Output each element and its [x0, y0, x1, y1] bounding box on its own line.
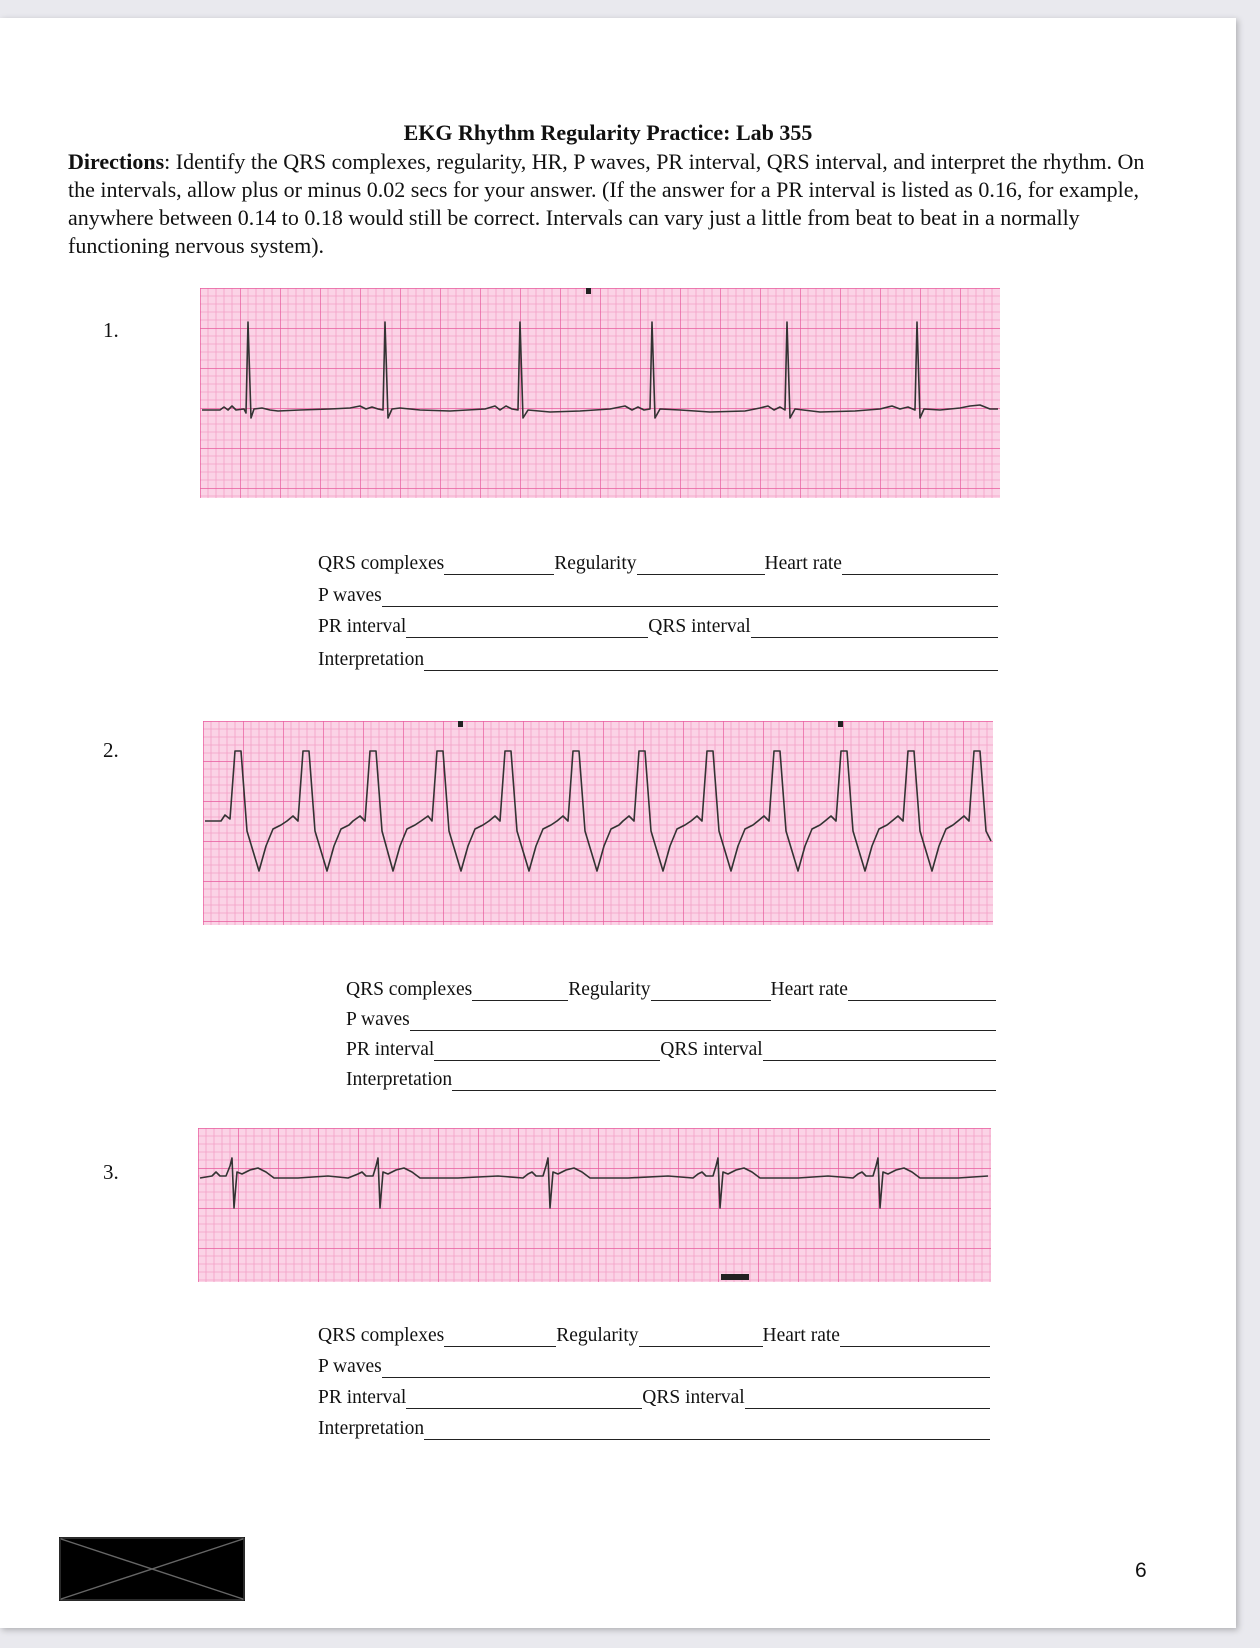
interpretation-label-2: Interpretation [346, 1069, 453, 1090]
qrs-interval-blank-1[interactable] [751, 619, 998, 638]
qrs-label-2: QRS complexes [346, 979, 473, 1000]
pr-interval-label-2: PR interval [346, 1039, 435, 1060]
pr-interval-blank-2[interactable] [434, 1042, 660, 1061]
interpretation-blank-2[interactable] [452, 1072, 996, 1091]
answer-form-3 [318, 1325, 990, 1439]
pr-interval-label-1: PR interval [318, 616, 407, 637]
qrs-blank-3[interactable] [444, 1328, 556, 1347]
question-2-number: 2. [103, 738, 119, 762]
pr-interval-blank-3[interactable] [406, 1390, 642, 1409]
page-number: 6 [1135, 1559, 1147, 1582]
interpretation-blank-1[interactable] [424, 652, 998, 671]
directions [68, 148, 1148, 260]
ekg-strip-3 [198, 1128, 991, 1282]
redaction-svg [59, 1537, 245, 1601]
qrs-blank-2[interactable] [472, 982, 568, 1001]
pr-interval-label-3: PR interval [318, 1387, 407, 1408]
regularity-label-2: Regularity [568, 979, 651, 1000]
worksheet-page [0, 18, 1236, 1628]
regularity-blank-1[interactable] [637, 556, 765, 575]
heart-rate-label-3: Heart rate [762, 1325, 840, 1346]
qrs-interval-label-1: QRS interval [648, 616, 751, 637]
answer-form-1 [318, 553, 998, 673]
qrs-interval-label-3: QRS interval [642, 1387, 745, 1408]
interpretation-label-3: Interpretation [318, 1418, 425, 1439]
heart-rate-label-1: Heart rate [764, 553, 842, 574]
ekg-strip-2 [203, 721, 993, 925]
heart-rate-label-2: Heart rate [770, 979, 848, 1000]
question-3-number: 3. [103, 1160, 119, 1184]
ekg-strip-3-svg [198, 1128, 991, 1282]
p-waves-label-1: P waves [318, 585, 382, 606]
interpretation-label-1: Interpretation [318, 649, 425, 670]
ekg-strip-1-svg [200, 288, 1000, 498]
heart-rate-blank-2[interactable] [848, 982, 996, 1001]
regularity-label-1: Regularity [554, 553, 637, 574]
p-waves-blank-1[interactable] [382, 588, 998, 607]
qrs-label-3: QRS complexes [318, 1325, 445, 1346]
qrs-interval-blank-3[interactable] [745, 1390, 990, 1409]
heart-rate-blank-1[interactable] [842, 556, 998, 575]
regularity-blank-2[interactable] [651, 982, 771, 1001]
p-waves-blank-3[interactable] [382, 1359, 990, 1378]
p-waves-blank-2[interactable] [410, 1012, 996, 1031]
interpretation-blank-3[interactable] [424, 1421, 990, 1440]
qrs-interval-label-2: QRS interval [660, 1039, 763, 1060]
qrs-interval-blank-2[interactable] [763, 1042, 996, 1061]
regularity-label-3: Regularity [556, 1325, 639, 1346]
pr-interval-blank-1[interactable] [406, 619, 648, 638]
ekg-strip-2-svg [203, 721, 993, 925]
ekg-strip-1 [200, 288, 1000, 498]
qrs-blank-1[interactable] [444, 556, 554, 575]
redacted-image [59, 1537, 245, 1601]
answer-form-2 [346, 979, 996, 1089]
p-waves-label-3: P waves [318, 1356, 382, 1377]
page-title: EKG Rhythm Regularity Practice: Lab 355 [403, 120, 813, 145]
p-waves-label-2: P waves [346, 1009, 410, 1030]
regularity-blank-3[interactable] [639, 1328, 763, 1347]
directions-text: : Identify the QRS complexes, regularity, HR, P waves, PR interval, QRS interval, and interpret the rhythm. On the intervals, allow plus or minus 0.02 secs for your answer. (If the answer for a PR interval is listed as 0.16, for example, anywhere between 0.14 to 0.18 would still be correct. Intervals can vary just a little from beat to beat in a normally functioning nervous system). [68, 149, 1145, 258]
qrs-label-1: QRS complexes [318, 553, 445, 574]
directions-lead: Directions [68, 149, 165, 174]
question-1-number: 1. [103, 318, 119, 342]
heart-rate-blank-3[interactable] [840, 1328, 990, 1347]
